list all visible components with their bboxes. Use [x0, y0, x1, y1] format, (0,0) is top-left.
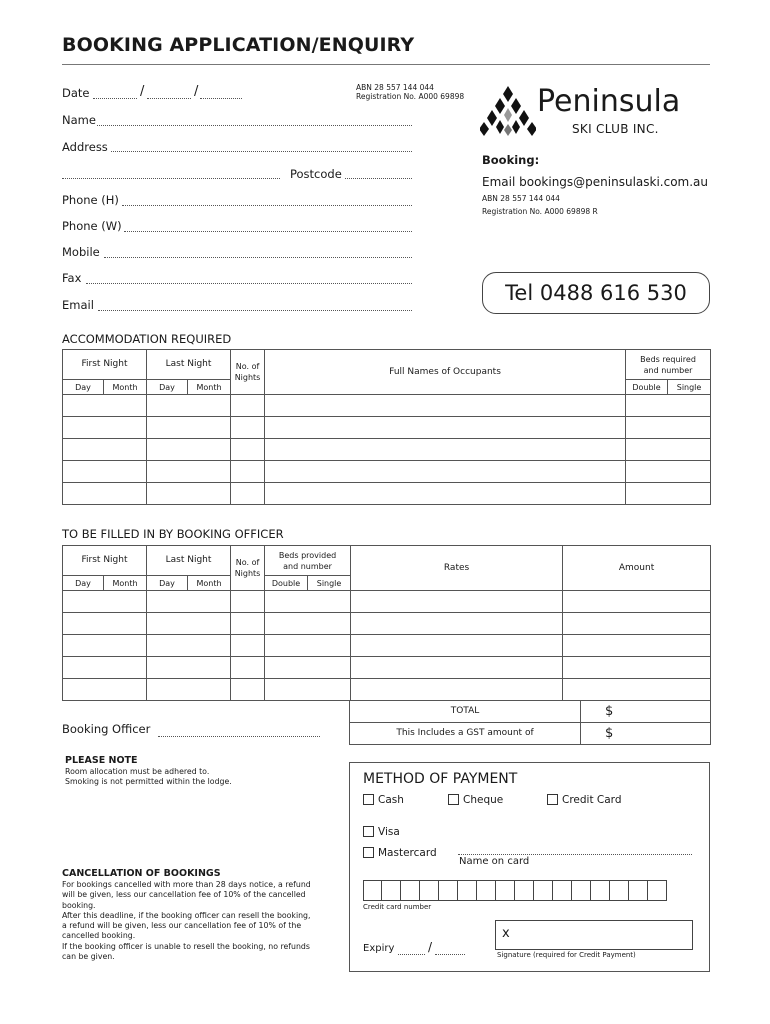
mobile-field[interactable]	[104, 257, 412, 258]
single-subheader: Single	[668, 380, 711, 395]
peninsula-logo-icon	[480, 86, 536, 136]
double-subheader: Double	[626, 380, 668, 395]
card-digit-box[interactable]	[610, 880, 629, 901]
phone-work-label: Phone (W)	[62, 219, 122, 233]
cancellation-line: booking.	[62, 900, 96, 910]
expiry-slash: /	[428, 940, 433, 954]
postcode-field[interactable]	[345, 178, 412, 179]
cancellation-heading: CANCELLATION OF BOOKINGS	[62, 868, 221, 879]
date-day-field[interactable]	[93, 98, 137, 99]
card-number-boxes	[363, 880, 667, 901]
day-subheader: Day	[147, 576, 188, 591]
day-subheader: Day	[63, 380, 104, 395]
gst-amount[interactable]: $	[581, 723, 711, 745]
card-digit-box[interactable]	[648, 880, 667, 901]
card-digit-box[interactable]	[363, 880, 382, 901]
table-row	[63, 657, 711, 679]
card-digit-box[interactable]	[572, 880, 591, 901]
cancellation-text	[62, 880, 342, 962]
cancellation-line: a refund will be given, less our cancellation fee of 10% of the	[62, 921, 302, 931]
month-subheader: Month	[188, 576, 231, 591]
table-row	[63, 461, 711, 483]
card-number-label: Credit card number	[363, 903, 432, 911]
cash-option[interactable]	[363, 794, 404, 806]
table-row	[63, 395, 711, 417]
amount-header: Amount	[563, 546, 711, 591]
cancellation-line: will be given, less our cancellation fee of 10% of the cancelled	[62, 890, 306, 900]
card-digit-box[interactable]	[534, 880, 553, 901]
table-row	[63, 417, 711, 439]
booking-registration: Registration No. A000 69898 R	[482, 207, 598, 216]
card-digit-box[interactable]	[458, 880, 477, 901]
table-row	[63, 679, 711, 701]
mastercard-label: Mastercard	[378, 847, 437, 859]
payment-heading: METHOD OF PAYMENT	[363, 771, 518, 787]
mastercard-option[interactable]	[363, 847, 437, 859]
phone-home-label: Phone (H)	[62, 193, 119, 207]
please-note-line: Smoking is not permitted within the lodge.	[65, 777, 232, 786]
first-night-header: First Night	[63, 546, 147, 576]
date-month-field[interactable]	[147, 98, 191, 99]
table-row	[63, 635, 711, 657]
email-field[interactable]	[98, 310, 412, 311]
card-digit-box[interactable]	[477, 880, 496, 901]
postcode-label: Postcode	[290, 167, 342, 181]
date-slash-1: /	[140, 84, 145, 99]
beds-required-header: Beds required and number	[626, 350, 711, 380]
occupants-header: Full Names of Occupants	[265, 350, 626, 395]
cheque-checkbox[interactable]	[448, 794, 459, 805]
cancellation-line: cancelled booking.	[62, 931, 136, 941]
table-row	[63, 483, 711, 505]
booking-officer-field[interactable]	[158, 736, 320, 737]
credit-card-option[interactable]	[547, 794, 621, 806]
phone-home-field[interactable]	[122, 205, 412, 206]
page-title: BOOKING APPLICATION/ENQUIRY	[62, 34, 415, 56]
month-subheader: Month	[104, 576, 147, 591]
date-label: Date	[62, 86, 90, 100]
card-digit-box[interactable]	[496, 880, 515, 901]
visa-checkbox[interactable]	[363, 826, 374, 837]
beds-provided-header: Beds provided and number	[265, 546, 351, 576]
address-field-1[interactable]	[111, 151, 412, 152]
name-label: Name	[62, 113, 96, 127]
date-slash-2: /	[194, 84, 199, 99]
month-subheader: Month	[104, 380, 147, 395]
cash-label: Cash	[378, 794, 404, 806]
signature-x: x	[502, 926, 510, 941]
card-digit-box[interactable]	[420, 880, 439, 901]
table-row	[63, 439, 711, 461]
phone-work-field[interactable]	[124, 231, 412, 232]
mobile-label: Mobile	[62, 245, 100, 259]
visa-label: Visa	[378, 826, 400, 838]
day-subheader: Day	[147, 380, 188, 395]
nights-header: No. of Nights	[231, 546, 265, 591]
cancellation-line: can be given.	[62, 952, 115, 962]
table-row	[63, 591, 711, 613]
last-night-header: Last Night	[147, 546, 231, 576]
single-subheader: Single	[308, 576, 351, 591]
total-amount[interactable]: $	[581, 701, 711, 723]
card-digit-box[interactable]	[401, 880, 420, 901]
address-label: Address	[62, 140, 108, 154]
header-registration: Registration No. A000 69898	[356, 92, 465, 101]
card-digit-box[interactable]	[629, 880, 648, 901]
fax-field[interactable]	[86, 283, 412, 284]
cancellation-line: For bookings cancelled with more than 28 days notice, a refund	[62, 880, 311, 889]
total-label: TOTAL	[350, 701, 581, 723]
expiry-year-field[interactable]	[435, 954, 465, 955]
expiry-label: Expiry	[363, 943, 395, 954]
cheque-option[interactable]	[448, 794, 503, 806]
cancellation-line: If the booking officer is unable to resell the booking, no refunds	[62, 941, 310, 951]
please-note-heading: PLEASE NOTE	[65, 755, 138, 766]
card-digit-box[interactable]	[382, 880, 401, 901]
mastercard-checkbox[interactable]	[363, 847, 374, 858]
nights-header: No. of Nights	[231, 350, 265, 395]
signature-box[interactable]	[495, 920, 693, 950]
accommodation-heading: ACCOMMODATION REQUIRED	[62, 332, 232, 346]
telephone-number: Tel 0488 616 530	[505, 281, 687, 305]
accommodation-table	[62, 349, 711, 505]
month-subheader: Month	[188, 380, 231, 395]
card-digit-box[interactable]	[515, 880, 534, 901]
cash-checkbox[interactable]	[363, 794, 374, 805]
rates-header: Rates	[351, 546, 563, 591]
officer-section-heading: TO BE FILLED IN BY BOOKING OFFICER	[62, 527, 284, 541]
double-subheader: Double	[265, 576, 308, 591]
expiry-month-field[interactable]	[398, 954, 425, 955]
logo-name: Peninsula	[537, 84, 681, 119]
name-on-card-field[interactable]	[458, 854, 692, 855]
signature-label: Signature (required for Credit Payment)	[497, 951, 636, 959]
address-field-2[interactable]	[62, 178, 280, 179]
booking-abn: ABN 28 557 144 044	[482, 194, 560, 203]
email-label: Email	[62, 298, 94, 312]
gst-label: This Includes a GST amount of	[350, 723, 581, 745]
date-year-field[interactable]	[200, 98, 242, 99]
totals-table	[349, 700, 711, 745]
title-divider	[62, 64, 710, 65]
credit-card-label: Credit Card	[562, 794, 622, 806]
card-digit-box[interactable]	[591, 880, 610, 901]
day-subheader: Day	[63, 576, 104, 591]
officer-table	[62, 545, 711, 701]
name-field[interactable]	[97, 125, 412, 126]
cancellation-line: After this deadline, if the booking officer can resell the booking,	[62, 910, 311, 920]
fax-label: Fax	[62, 271, 82, 285]
first-night-header: First Night	[63, 350, 147, 380]
booking-heading: Booking:	[482, 153, 540, 167]
table-row	[63, 613, 711, 635]
card-digit-box[interactable]	[553, 880, 572, 901]
credit-card-checkbox[interactable]	[547, 794, 558, 805]
card-digit-box[interactable]	[439, 880, 458, 901]
last-night-header: Last Night	[147, 350, 231, 380]
header-abn: ABN 28 557 144 044	[356, 83, 434, 92]
visa-option[interactable]	[363, 826, 400, 838]
telephone-box	[482, 272, 710, 314]
please-note-line: Room allocation must be adhered to.	[65, 767, 210, 776]
booking-email[interactable]: Email bookings@peninsulaski.com.au	[482, 175, 709, 189]
cheque-label: Cheque	[463, 794, 504, 806]
name-on-card-label: Name on card	[459, 856, 530, 867]
booking-officer-label: Booking Officer	[62, 722, 151, 736]
logo-subtitle: SKI CLUB INC.	[572, 122, 659, 136]
